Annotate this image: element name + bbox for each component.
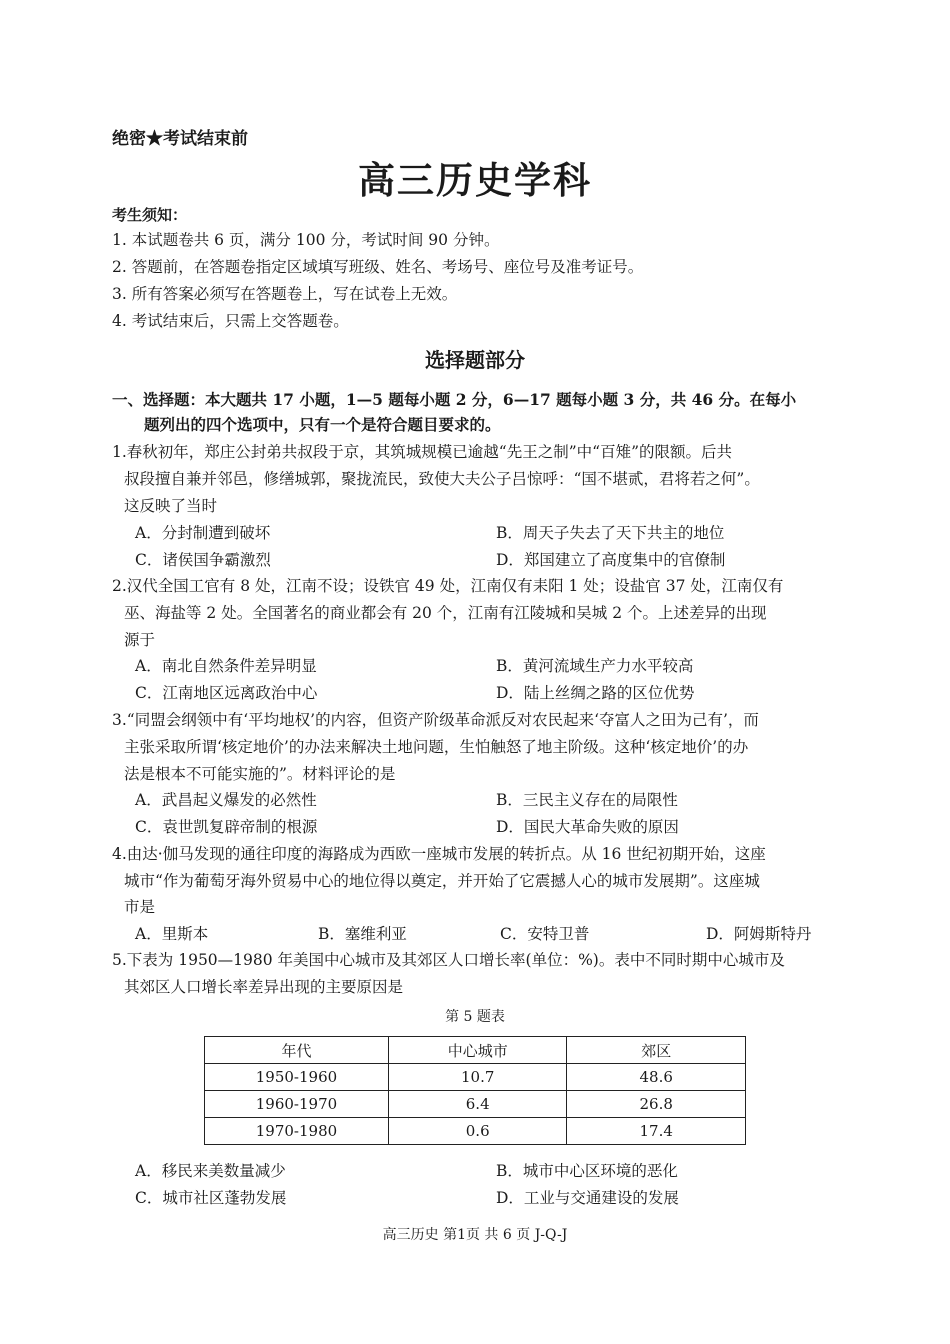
table-header-cell: 年代 [205, 1037, 389, 1064]
question-4-stem: 市是 [124, 898, 156, 916]
question-4-option-b: B．塞维利亚 [318, 925, 407, 943]
question-5-option-a: A．移民来美数量减少 [135, 1162, 286, 1180]
table-header-cell: 中心城市 [388, 1037, 567, 1064]
question-3-stem: 3.“同盟会纲领中有‘平均地权’的内容，但资产阶级革命派反对农民起来‘夺富人之田为己有’，而 [112, 711, 759, 729]
question-1-stem: 1.春秋初年，郑庄公封弟共叔段于京，其筑城规模已逾越“先王之制”中“百雉”的限额。后共 [112, 443, 732, 461]
question-1-option-b: B．周天子失去了天下共主的地位 [496, 524, 725, 542]
section-instruction: 题列出的四个选项中，只有一个是符合题目要求的。 [144, 415, 501, 434]
question-2-option-d: D．陆上丝绸之路的区位优势 [496, 684, 695, 702]
table-caption: 第 5 题表 [445, 1009, 505, 1025]
table-cell: 17.4 [567, 1118, 746, 1145]
confidential-mark: 绝密★考试结束前 [112, 129, 248, 149]
question-2-option-c: C．江南地区远离政治中心 [135, 684, 318, 702]
notice-item: 2. 答题前，在答题卷指定区域填写班级、姓名、考场号、座位号及准考证号。 [112, 258, 644, 276]
question-3-option-a: A．武昌起义爆发的必然性 [135, 791, 317, 809]
table-cell: 48.6 [567, 1064, 746, 1091]
population-growth-table [204, 1036, 746, 1145]
question-2-stem: 2.汉代全国工官有 8 处，江南不设；设铁官 49 处，江南仅有耒阳 1 处；设盐官 37 处，江南仅有 [112, 577, 784, 595]
page-title: 高三历史学科 [358, 158, 592, 202]
question-4-option-c: C．安特卫普 [500, 925, 590, 943]
table-header-cell: 郊区 [567, 1037, 746, 1064]
table-row [205, 1064, 746, 1091]
question-4-stem: 4.由达·伽马发现的通往印度的海路成为西欧一座城市发展的转折点。从 16 世纪初期开始，这座 [112, 845, 766, 863]
notice-heading: 考生须知： [112, 206, 188, 224]
question-1-option-c: C．诸侯国争霸激烈 [135, 551, 271, 569]
table-cell: 10.7 [388, 1064, 567, 1091]
question-1-stem: 这反映了当时 [124, 497, 218, 515]
question-4-option-d: D．阿姆斯特丹 [706, 925, 812, 943]
question-2-option-b: B．黄河流域生产力水平较高 [496, 657, 694, 675]
table-cell: 0.6 [388, 1118, 567, 1145]
section-title: 选择题部分 [425, 348, 525, 372]
page-footer: 高三历史 第1页 共 6 页 J-Q-J [382, 1227, 568, 1243]
table-cell: 1960-1970 [205, 1091, 389, 1118]
table-cell: 1970-1980 [205, 1118, 389, 1145]
question-3-option-b: B．三民主义存在的局限性 [496, 791, 678, 809]
notice-item: 1. 本试题卷共 6 页，满分 100 分，考试时间 90 分钟。 [112, 231, 500, 249]
section-instruction: 一、选择题：本大题共 17 小题，1—5 题每小题 2 分，6—17 题每小题 3 分，共 46 分。在每小 [112, 390, 797, 409]
table-header-row [205, 1037, 746, 1064]
question-2-stem: 巫、海盐等 2 处。全国著名的商业都会有 20 个，江南有江陵城和吴城 2 个。上述差异的出现 [124, 604, 767, 622]
table-cell: 26.8 [567, 1091, 746, 1118]
question-2-stem: 源于 [124, 631, 156, 649]
table-row [205, 1091, 746, 1118]
question-1-option-a: A．分封制遭到破坏 [135, 524, 271, 542]
table-row [205, 1118, 746, 1145]
question-5-option-c: C．城市社区蓬勃发展 [135, 1189, 287, 1207]
question-1-option-d: D．郑国建立了高度集中的官僚制 [496, 551, 726, 569]
question-3-stem: 法是根本不可能实施的”。材料评论的是 [124, 765, 396, 783]
question-2-option-a: A．南北自然条件差异明显 [135, 657, 317, 675]
notice-item: 3. 所有答案必须写在答题卷上，写在试卷上无效。 [112, 285, 458, 303]
question-5-stem: 其郊区人口增长率差异出现的主要原因是 [124, 978, 404, 996]
table-cell: 6.4 [388, 1091, 567, 1118]
table-cell: 1950-1960 [205, 1064, 389, 1091]
question-4-option-a: A．里斯本 [135, 925, 209, 943]
question-5-stem: 5.下表为 1950—1980 年美国中心城市及其郊区人口增长率(单位：%)。表中不同时期中心城市及 [112, 951, 785, 969]
question-1-stem: 叔段擅自兼并邻邑，修缮城郭，聚拢流民，致使大夫公子吕惊呼：“国不堪贰，君将若之何”。 [124, 470, 760, 488]
question-5-option-b: B．城市中心区环境的恶化 [496, 1162, 678, 1180]
question-4-stem: 城市“作为葡萄牙海外贸易中心的地位得以奠定，并开始了它震撼人心的城市发展期”。这座城 [124, 872, 760, 890]
question-3-stem: 主张采取所谓‘核定地价’的办法来解决土地问题，生怕触怒了地主阶级。这种‘核定地价’的办 [124, 738, 749, 756]
notice-item: 4. 考试结束后，只需上交答题卷。 [112, 312, 349, 330]
question-3-option-c: C．袁世凯复辟帝制的根源 [135, 818, 318, 836]
question-5-option-d: D．工业与交通建设的发展 [496, 1189, 679, 1207]
question-3-option-d: D．国民大革命失败的原因 [496, 818, 679, 836]
